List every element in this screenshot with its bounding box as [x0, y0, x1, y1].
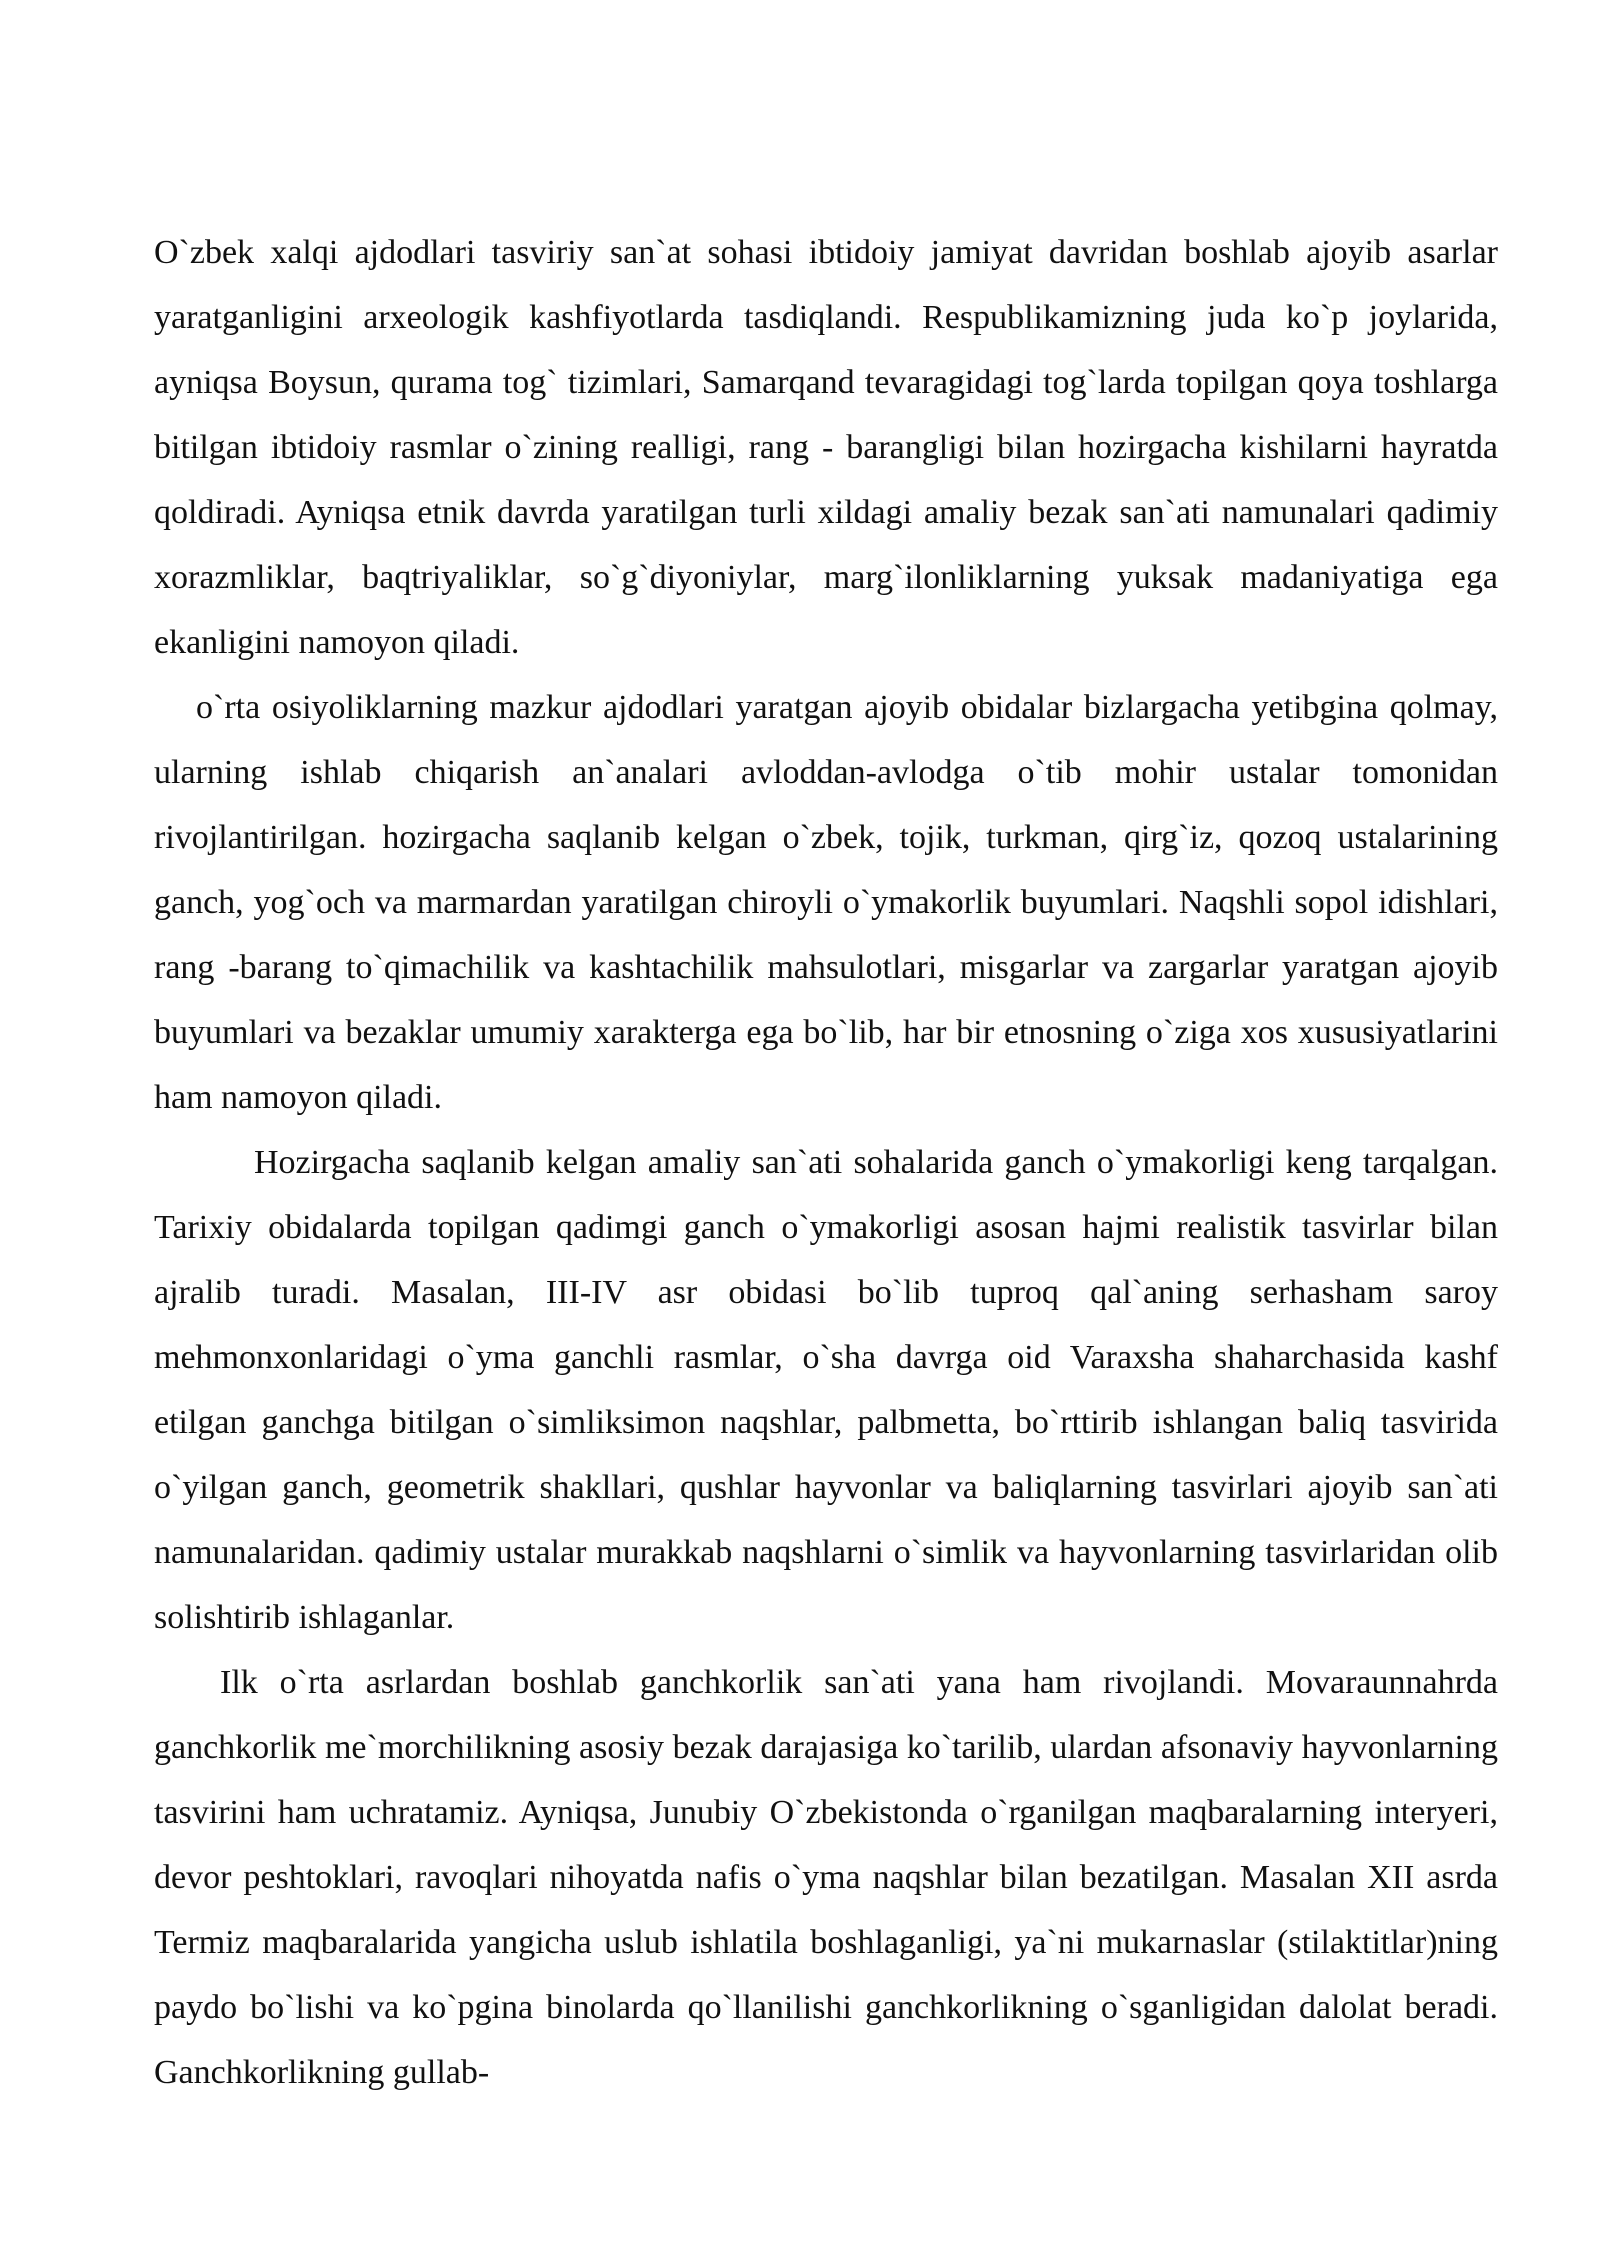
paragraph-2: o`rta osiyoliklarning mazkur ajdodlari yaratgan ajoyib obidalar bizlargacha yetibgina qolmay, ularning ishlab chiqarish an`analari avloddan-avlodga o`tib mohir ustalar tomonidan rivojlantirilgan. hozirgacha saqlanib kelgan o`zbek, tojik, turkman, qirg`iz, qozoq ustalarining ganch, yog`och va marmardan yaratilgan chiroyli o`ymakorlik buyumlari. Naqshli sopol idishlari, rang -barang to`qimachilik va kashtachilik mahsulotlari, misgarlar va zargarlar yaratgan ajoyib buyumlari va bezaklar umumiy xarakterga ega bo`lib, har bir etnosning o`ziga xos xususiyatlarini ham namoyon qiladi. [154, 689, 1498, 1116]
paragraph-1: O`zbek xalqi ajdodlari tasviriy san`at sohasi ibtidoiy jamiyat davridan boshlab ajoyib asarlar yaratganligini arxeologik kashfiyotlarda tasdiqlandi. Respublikamizning juda ko`p joylarida, ayniqsa Boysun, qurama tog` tizimlari, Samarqand tevaragidagi tog`larda topilgan qoya toshlarga bitilgan ibtidoiy rasmlar o`zining realligi, rang - barangligi bilan hozirgacha kishilarni hayratda qoldiradi. Ayniqsa etnik davrda yaratilgan turli xildagi amaliy bezak san`ati namunalari qadimiy xorazmliklar, baqtriyaliklar, so`g`diyoniylar, marg`ilonliklarning yuksak madaniyatiga ega ekanligini namoyon qiladi. [154, 234, 1498, 661]
paragraph-4: Ilk o`rta asrlardan boshlab ganchkorlik san`ati yana ham rivojlandi. Movaraunnahrda ganchkorlik me`morchilikning asosiy bezak darajasiga ko`tarilib, ulardan afsonaviy hayvonlarning tasvirini ham uchratamiz. Ayniqsa, Junubiy O`zbekistonda o`rganilgan maqbaralarning interyeri, devor peshtoklari, ravoqlari nihoyatda nafis o`yma naqshlar bilan bezatilgan. Masalan XII asrda Termiz maqbaralarida yangicha uslub ishlatila boshlaganligi, ya`ni mukarnaslar (stilaktitlar)ning paydo bo`lishi va ko`pgina binolarda qo`llanilishi ganchkorlikning o`sganligidan dalolat beradi. Ganchkorlikning gullab- [154, 1664, 1498, 2091]
document-body [154, 220, 1498, 2105]
paragraph-3: Hozirgacha saqlanib kelgan amaliy san`ati sohalarida ganch o`ymakorligi keng tarqalgan. Tarixiy obidalarda topilgan qadimgi ganch o`ymakorligi asosan hajmi realistik tasvirlar bilan ajralib turadi. Masalan, III-IV asr obidasi bo`lib tuproq qal`aning serhasham saroy mehmonxonlaridagi o`yma ganchli rasmlar, o`sha davrga oid Varaxsha shaharchasida kashf etilgan ganchga bitilgan o`simliksimon naqshlar, palbmetta, bo`rttirib ishlangan baliq tasvirida o`yilgan ganch, geometrik shakllari, qushlar hayvonlar va baliqlarning tasvirlari ajoyib san`ati namunalaridan. qadimiy ustalar murakkab naqshlarni o`simlik va hayvonlarning tasvirlaridan olib solishtirib ishlaganlar. [154, 1144, 1498, 1636]
